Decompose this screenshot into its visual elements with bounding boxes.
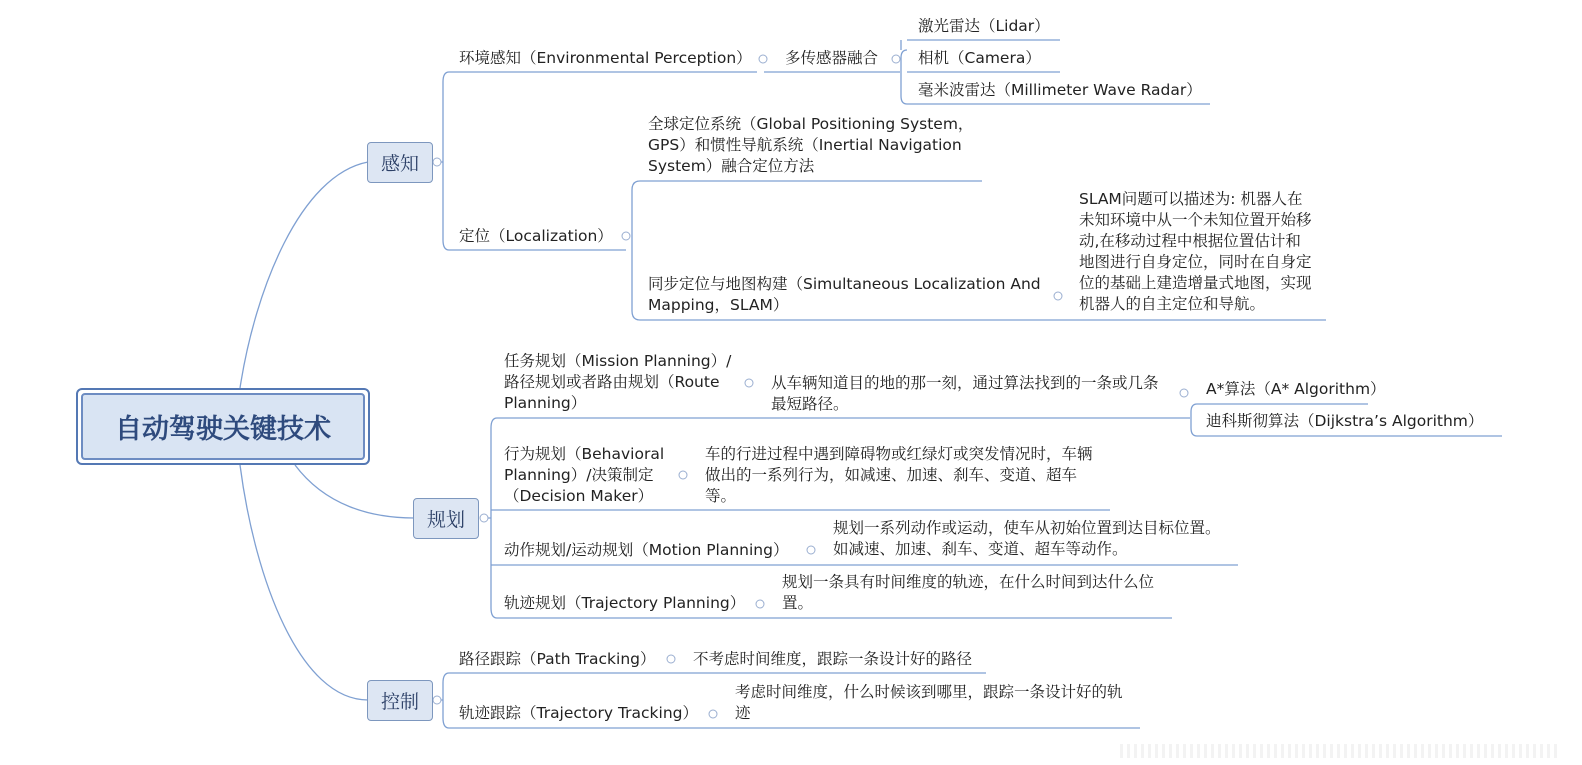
slam-node[interactable]: 同步定位与地图构建（Simultaneous Localization And Mapping，SLAM）: [648, 275, 1041, 314]
sensor-fusion-node[interactable]: 多传感器融合: [785, 49, 879, 67]
behavioral-planning-description-node[interactable]: 车的行进过程中遇到障碍物或红绿灯或突发情况时，车辆 做出的一系列行为，如减速、加速、刹车、变道、超车 等。: [705, 445, 1093, 505]
root-node[interactable]: [76, 388, 370, 465]
a-star-algorithm-node[interactable]: A*算法（A* Algorithm）: [1206, 380, 1386, 398]
perception-node[interactable]: 感知: [367, 142, 433, 183]
gps-ins-node[interactable]: 全球定位系统（Global Positioning System， GPS）和惯性导航系统（Inertial Navigation System）融合定位方法: [648, 115, 974, 175]
trajectory-tracking-node[interactable]: 轨迹跟踪（Trajectory Tracking）: [459, 704, 698, 722]
radar-node[interactable]: 毫米波雷达（Millimeter Wave Radar）: [918, 81, 1202, 99]
trajectory-planning-node[interactable]: 轨迹规划（Trajectory Planning）: [504, 594, 746, 612]
watermark-strip: [1120, 744, 1560, 758]
motion-planning-node[interactable]: 动作规划/运动规划（Motion Planning）: [504, 541, 789, 559]
planning-node[interactable]: 规划: [413, 498, 479, 539]
trajectory-tracking-description-node[interactable]: 考虑时间维度，什么时候该到哪里，跟踪一条设计好的轨 迹: [735, 683, 1123, 722]
env-perception-node[interactable]: 环境感知（Environmental Perception）: [459, 49, 752, 67]
path-tracking-node[interactable]: 路径跟踪（Path Tracking）: [459, 650, 656, 668]
connector-root-planning: [295, 465, 414, 518]
mission-planning-description-node[interactable]: 从车辆知道目的地的那一刻，通过算法找到的一条或几条 最短路径。: [771, 374, 1159, 413]
localization-node[interactable]: 定位（Localization）: [459, 227, 613, 245]
camera-node[interactable]: 相机（Camera）: [918, 49, 1041, 67]
trajectory-planning-description-node[interactable]: 规划一条具有时间维度的轨迹，在什么时间到达什么位 置。: [782, 573, 1155, 612]
dijkstra-algorithm-node[interactable]: 迪科斯彻算法（Dijkstra’s Algorithm）: [1206, 412, 1484, 430]
behavioral-planning-node[interactable]: 行为规划（Behavioral Planning）/决策制定 （Decision Maker）: [504, 445, 665, 505]
mission-planning-node[interactable]: 任务规划（Mission Planning）/ 路径规划或者路由规划（Route Planning）: [504, 352, 732, 412]
motion-planning-description-node[interactable]: 规划一系列动作或运动，使车从初始位置到达目标位置。 如减速、加速、刹车、变道、超车等动作。: [833, 519, 1221, 558]
lidar-node[interactable]: 激光雷达（Lidar）: [918, 17, 1050, 35]
connector-root-perception: [240, 162, 368, 388]
slam-description-node[interactable]: SLAM问题可以描述为: 机器人在 未知环境中从一个未知位置开始移 动,在移动过程中根据位置估计和 地图进行自身定位，同时在自身定 位的基础上建造增量式地图，实现 机器人的自主定位和导航。: [1079, 190, 1312, 313]
control-node[interactable]: 控制: [367, 680, 433, 721]
connector-root-control: [240, 465, 368, 700]
path-tracking-description-node[interactable]: 不考虑时间维度，跟踪一条设计好的路径: [693, 650, 973, 668]
root-node-label: 自动驾驶关键技术: [81, 393, 365, 460]
